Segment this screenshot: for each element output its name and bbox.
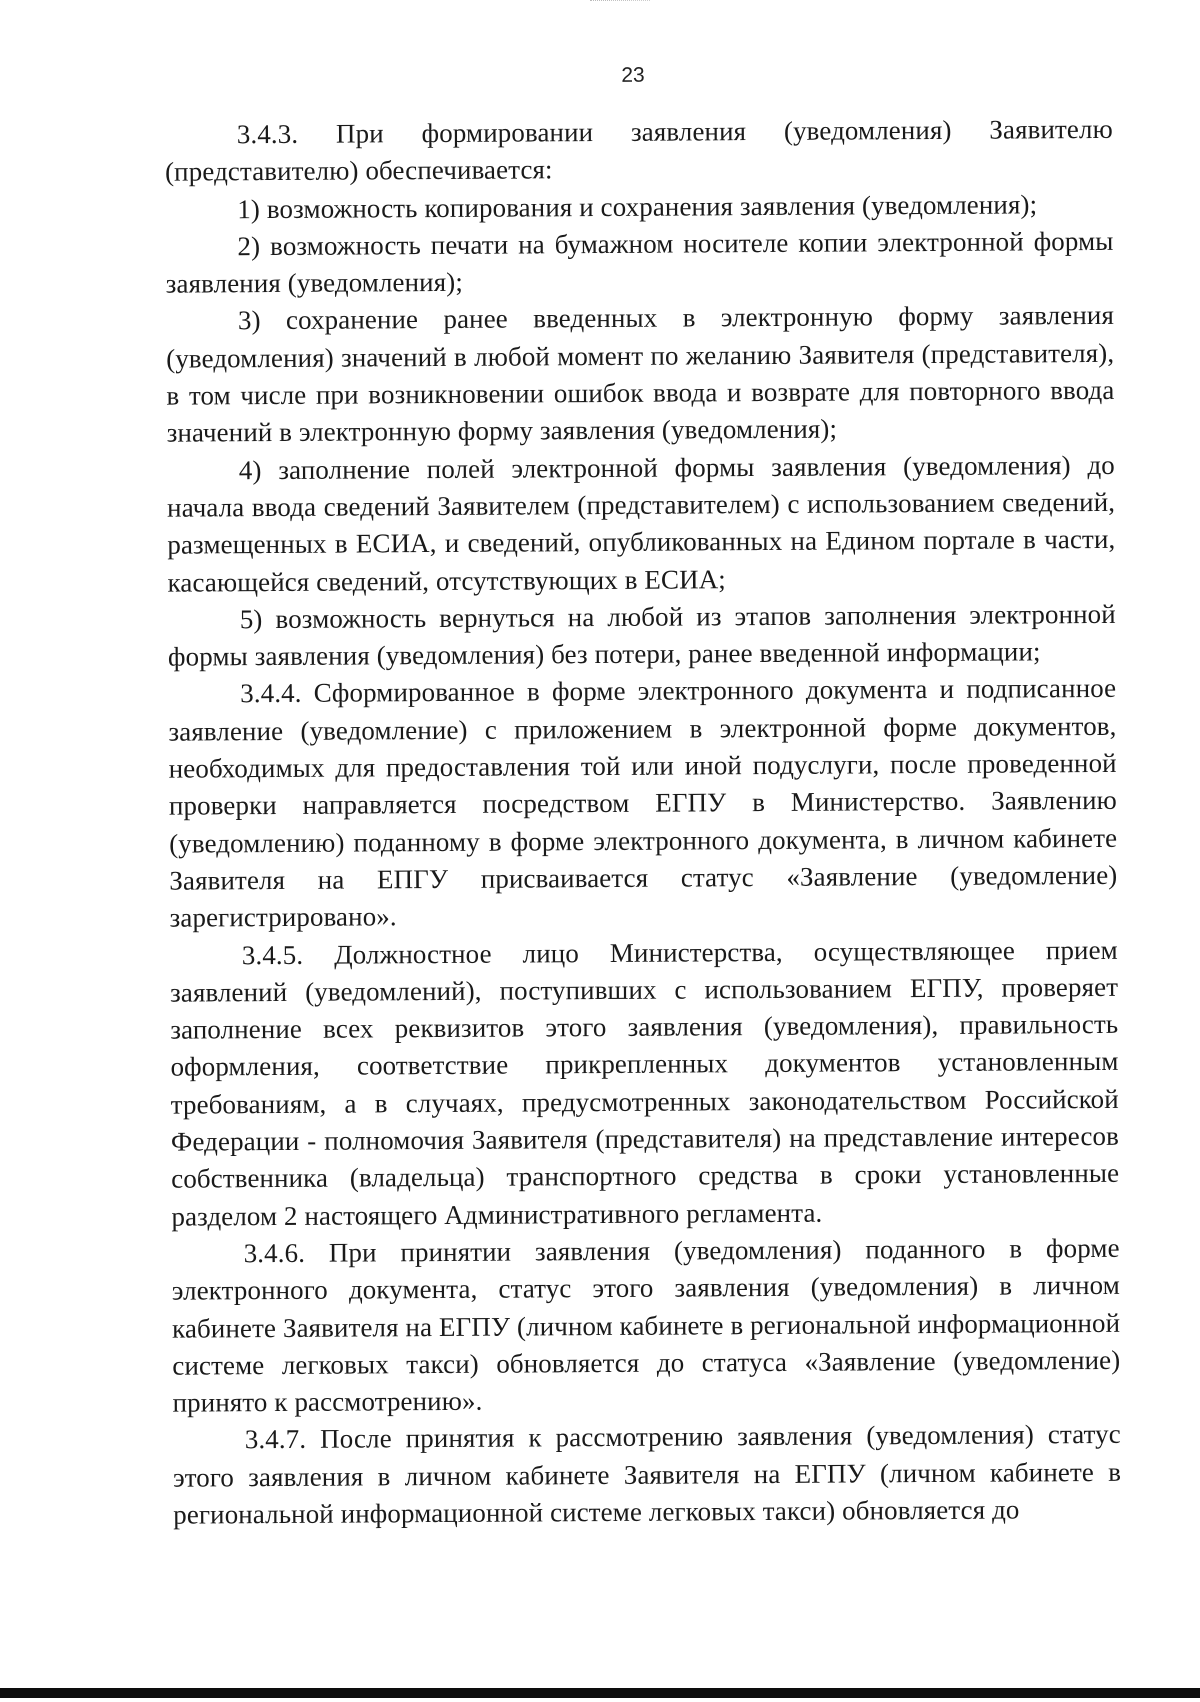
paragraph-3-4-6: 3.4.6. При принятии заявления (уведомления) поданного в форме электронного документа, статус этого заявления (уведомления) в личном кабинете Заявителя на ЕГПУ (личном кабинете в региональной информационной системе легковых такси) обновляется до статуса «Заявление (уведомление) принято к рассмотрению». [171,1232,1121,1418]
list-item-4: 4) заполнение полей электронной формы заявления (уведомления) до начала ввода сведений Заявителем (представителем) с использованием сведений, размещенных в ЕСИА, и сведений, опубликованных на Едином портале в части, касающейся сведений, отсутствующих в ЕСИА; [167,449,1116,598]
paragraph-3-4-4: 3.4.4. Сформированное в форме электронного документа и подписанное заявление (уведомление) с приложением в электронной форме документов, необходимых для предоставления той или иной подуслуги, после проведенной проверки направляется посредством ЕГПУ в Министерство. Заявлению (уведомлению) поданному в форме электронного документа, в личном кабинете Заявителя на ЕПГУ присваивается статус «Заявление (уведомление) зарегистрировано». [168,673,1118,933]
list-item-1: 1) возможность копирования и сохранения заявления (уведомления); [237,188,1038,224]
document-body [165,111,1122,1534]
page-number: 23 [621,63,645,87]
paragraph-3-4-7: 3.4.7. После принятия к рассмотрению заявления (уведомления) статус этого заявления в личном кабинете Заявителя на ЕГПУ (личном кабинете в региональной информационной системе легковых такси) обновляется до [172,1419,1122,1530]
list-item-2: 2) возможность печати на бумажном носителе копии электронной формы заявления (уведомления); [165,225,1114,299]
paragraph-3-4-5: 3.4.5. Должностное лицо Министерства, осуществляющее прием заявлений (уведомлений), поступивших с использованием ЕГПУ, проверяет заполнение всех реквизитов этого заявления (уведомления), правильность оформления, соответствие прикрепленных документов установленным требованиям, а в случаях, предусмотренных законодательством Российской Федерации - полномочия Заявителя (представителя) на представление интересов собственника (владельца) транспортного средства в сроки установленные разделом 2 настоящего Административного регламента. [169,934,1120,1232]
paragraph-3-4-3: 3.4.3. При формировании заявления (уведомления) Заявителю (представителю) обеспечивается: [164,113,1113,187]
scan-bottom-edge [0,1688,1200,1698]
scan-artifact [590,0,650,4]
list-item-5: 5) возможность вернуться на любой из этапов заполнения электронной формы заявления (уведомления) без потери, ранее введенной информации; [167,598,1116,672]
list-item-3: 3) сохранение ранее введенных в электронную форму заявления (уведомления) значений в любой момент по желанию Заявителя (представителя), в том числе при возникновении ошибок ввода и возврате для повторного ввода значений в электронную форму заявления (уведомления); [166,300,1115,449]
